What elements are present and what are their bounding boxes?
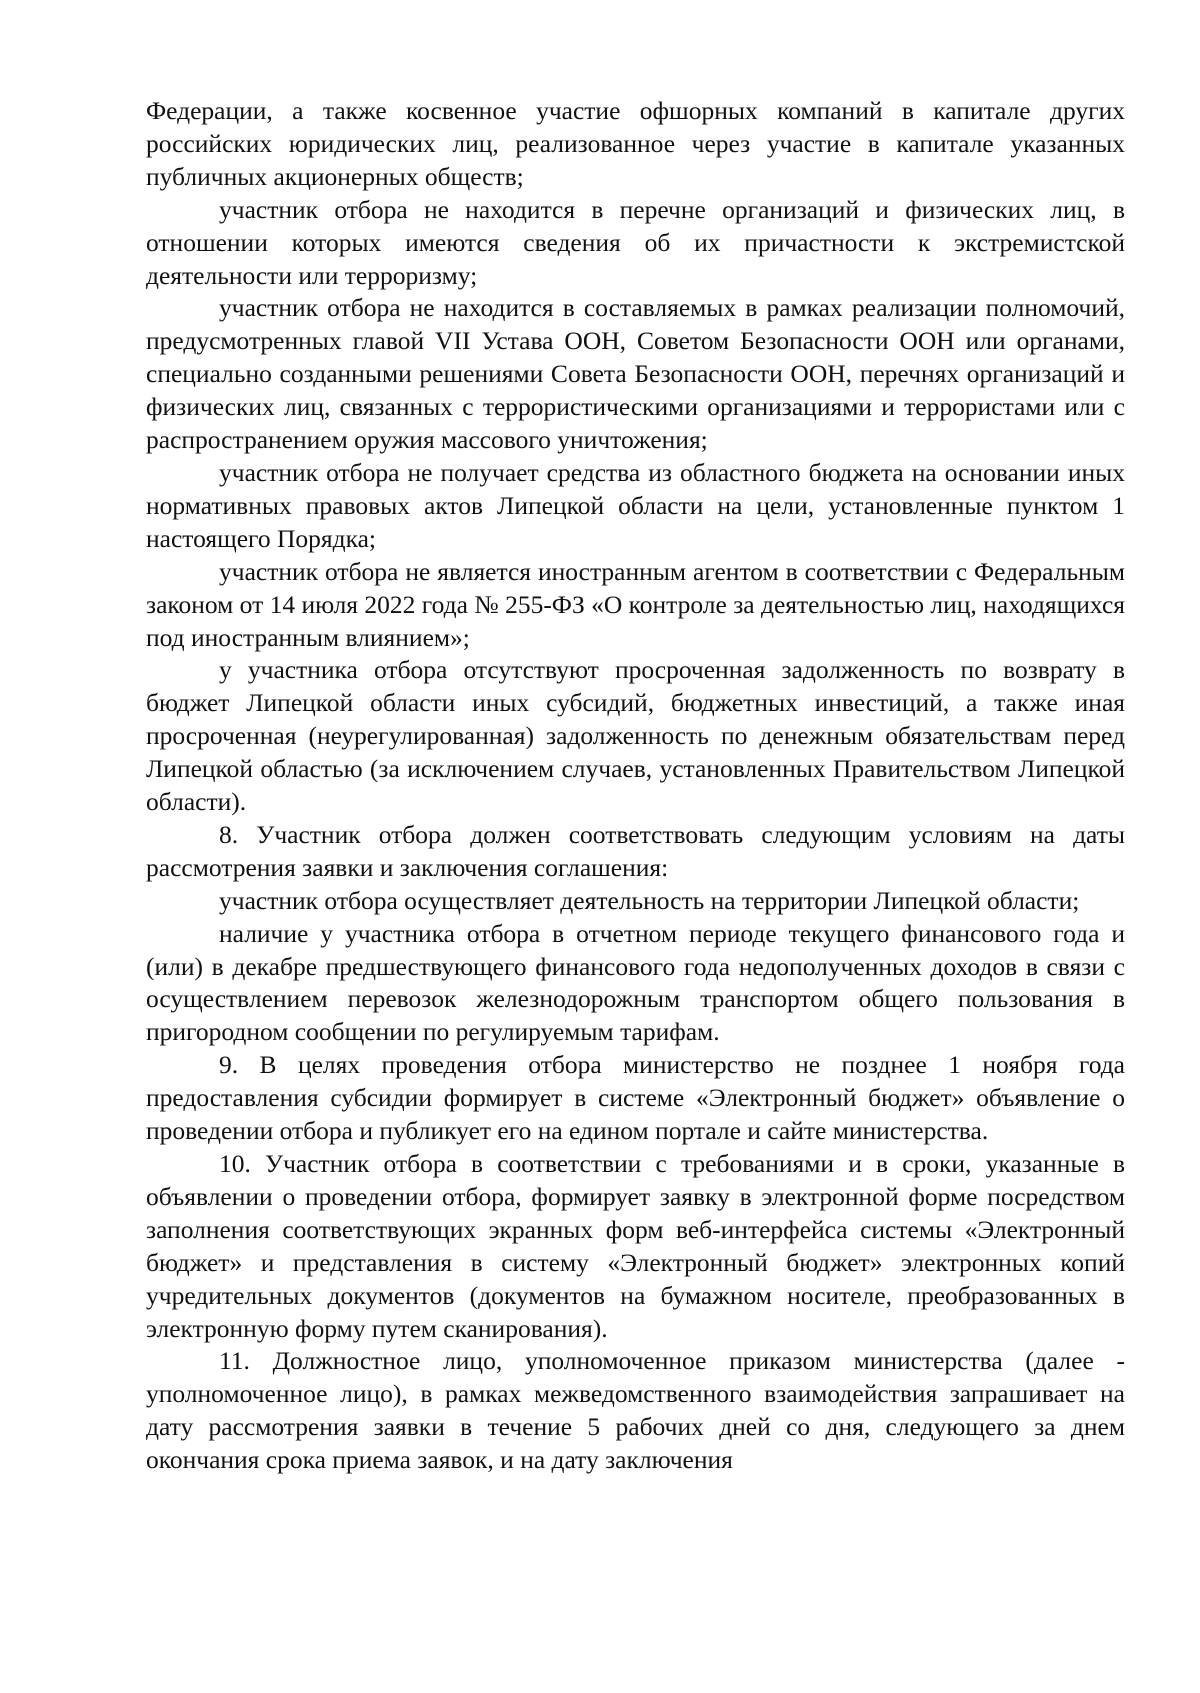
document-body bbox=[146, 95, 1125, 1477]
paragraph-item-8: 8. Участник отбора должен соответствовать следующим условиям на даты рассмотрения заявки и заключения соглашения: bbox=[146, 819, 1125, 882]
paragraph-lost-revenue: наличие у участника отбора в отчетном периоде текущего финансового года и (или) в декабре предшествующего финансового года недополученных доходов в связи с осуществлением перевозок железнодорожным транспортом общего пользования в пригородном сообщении по регулируемым тарифам. bbox=[146, 918, 1125, 1047]
paragraph-territory-activity: участник отбора осуществляет деятельность на территории Липецкой области; bbox=[219, 885, 1080, 915]
paragraph-extremism-list: участник отбора не находится в перечне организаций и физических лиц, в отношении которых имеются сведения об их причастности к экстремистской деятельности или терроризму; bbox=[146, 194, 1125, 290]
paragraph-item-11: 11. Должностное лицо, уполномоченное приказом министерства (далее - уполномоченное лицо), в рамках межведомственного взаимодействия запрашивает на дату рассмотрения заявки в течение 5 рабочих дней со дня, следующего за днем окончания срока приема заявок, и на дату заключения bbox=[146, 1346, 1125, 1475]
paragraph-item-9: 9. В целях проведения отбора министерство не позднее 1 ноября года предоставления субсидии формирует в системе «Электронный бюджет» объявление о проведении отбора и публикует его на едином портале и сайте министерства. bbox=[146, 1050, 1125, 1146]
paragraph-item-10: 10. Участник отбора в соответствии с требованиями и в сроки, указанные в объявлении о проведении отбора, формирует заявку в электронной форме посредством заполнения соответствующих экранных форм веб-интерфейса системы «Электронный бюджет» и представления в систему «Электронный бюджет» электронных копий учредительных документов (документов на бумажном носителе, преобразованных в электронную форму путем сканирования). bbox=[146, 1149, 1125, 1343]
paragraph-overdue-debt: у участника отбора отсутствуют просроченная задолженность по возврату в бюджет Липецкой области иных субсидий, бюджетных инвестиций, а также иная просроченная (неурегулированная) задолженность по денежным обязательствам перед Липецкой областью (за исключением случаев, установленных Правительством Липецкой области). bbox=[146, 655, 1125, 817]
paragraph-continuation: Федерации, а также косвенное участие офшорных компаний в капитале других российских юридических лиц, реализованное через участие в капитале указанных публичных акционерных обществ; bbox=[146, 96, 1125, 191]
paragraph-foreign-agent: участник отбора не является иностранным агентом в соответствии с Федеральным законом от 14 июля 2022 года № 255-ФЗ «О контроле за деятельностью лиц, находящихся под иностранным влиянием»; bbox=[146, 556, 1125, 652]
paragraph-un-sanctions-list: участник отбора не находится в составляемых в рамках реализации полномочий, предусмотренных главой VII Устава ООН, Советом Безопасности ООН или органами, специально созданными решениями Совета Безопасности ООН, перечнях организаций и физических лиц, связанных с террористическими организациями и террористами или с распространением оружия массового уничтожения; bbox=[146, 293, 1125, 455]
paragraph-regional-budget-funds: участник отбора не получает средства из областного бюджета на основании иных нормативных правовых актов Липецкой области на цели, установленные пунктом 1 настоящего Порядка; bbox=[146, 457, 1125, 553]
